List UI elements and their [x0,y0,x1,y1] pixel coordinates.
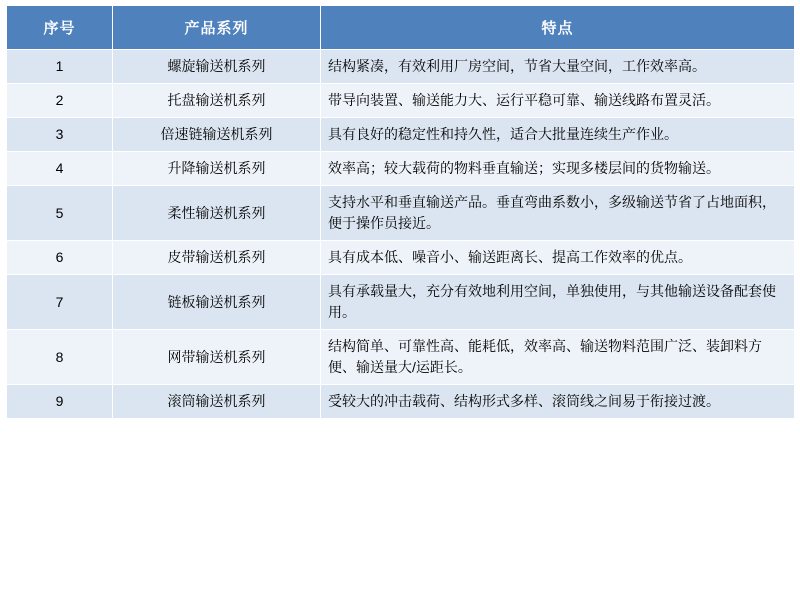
table-row [7,118,795,152]
cell-index: 8 [7,330,113,385]
table-header-row [7,6,795,50]
table-row [7,330,795,385]
table-row [7,84,795,118]
column-header-series: 产品系列 [113,6,321,50]
cell-index: 1 [7,50,113,84]
cell-series: 皮带输送机系列 [113,241,321,275]
cell-series: 网带输送机系列 [113,330,321,385]
table-row [7,152,795,186]
cell-index: 3 [7,118,113,152]
cell-series: 柔性输送机系列 [113,186,321,241]
cell-feature: 受较大的冲击载荷、结构形式多样、滚筒线之间易于衔接过渡。 [321,385,795,419]
cell-index: 2 [7,84,113,118]
cell-feature: 支持水平和垂直输送产品。垂直弯曲系数小，多级输送节省了占地面积，便于操作员接近。 [321,186,795,241]
cell-feature: 具有成本低、噪音小、输送距离长、提高工作效率的优点。 [321,241,795,275]
cell-feature: 具有良好的稳定性和持久性，适合大批量连续生产作业。 [321,118,795,152]
cell-series: 托盘输送机系列 [113,84,321,118]
cell-feature: 结构紧凑，有效利用厂房空间，节省大量空间，工作效率高。 [321,50,795,84]
column-header-features: 特点 [321,6,795,50]
table-row [7,186,795,241]
cell-series: 倍速链输送机系列 [113,118,321,152]
product-series-table [6,5,795,419]
cell-index: 5 [7,186,113,241]
column-header-index: 序号 [7,6,113,50]
cell-feature: 结构简单、可靠性高、能耗低，效率高、输送物料范围广泛、装卸料方便、输送量大/运距长。 [321,330,795,385]
cell-index: 6 [7,241,113,275]
cell-feature: 具有承载量大，充分有效地利用空间，单独使用，与其他输送设备配套使用。 [321,275,795,330]
table-row [7,385,795,419]
cell-index: 9 [7,385,113,419]
cell-series: 螺旋输送机系列 [113,50,321,84]
table-body [7,50,795,419]
table-row [7,50,795,84]
table-row [7,275,795,330]
cell-series: 升降输送机系列 [113,152,321,186]
cell-index: 4 [7,152,113,186]
cell-index: 7 [7,275,113,330]
cell-feature: 带导向装置、输送能力大、运行平稳可靠、输送线路布置灵活。 [321,84,795,118]
table-row [7,241,795,275]
cell-series: 滚筒输送机系列 [113,385,321,419]
cell-series: 链板输送机系列 [113,275,321,330]
cell-feature: 效率高；较大载荷的物料垂直输送；实现多楼层间的货物输送。 [321,152,795,186]
table-header [7,6,795,50]
